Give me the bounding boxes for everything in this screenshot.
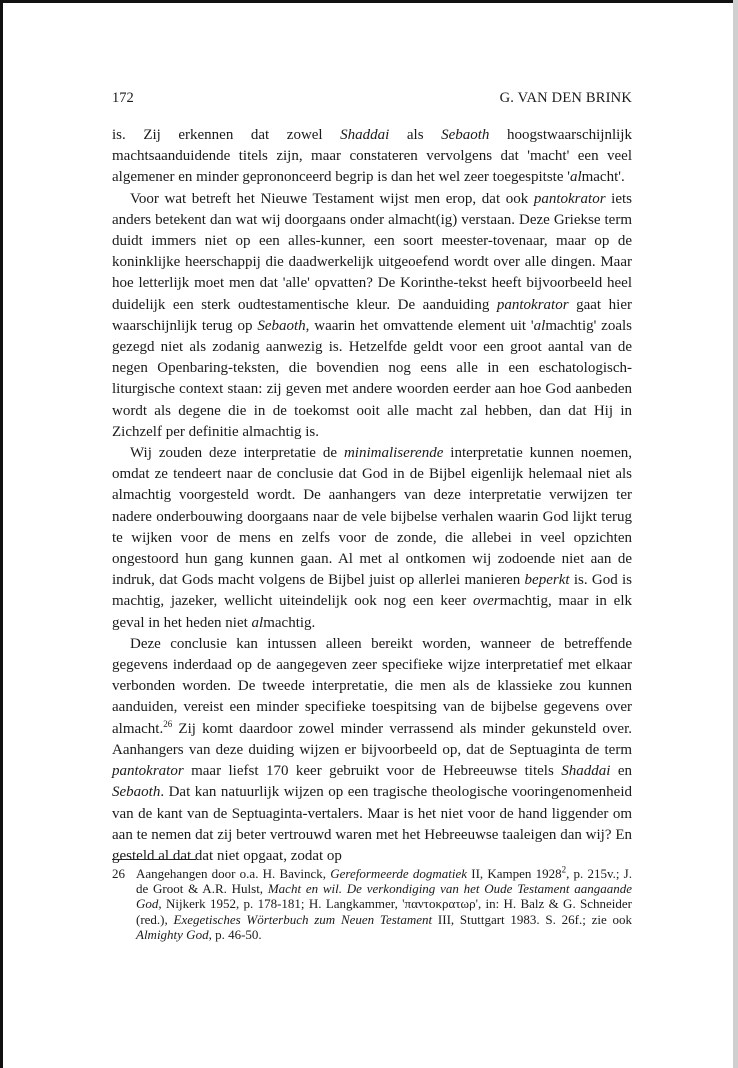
footnote-26 — [112, 866, 632, 942]
text-run: III, Stuttgart 1983. S. 26f.; zie ook — [432, 911, 632, 927]
text-run: als — [389, 127, 442, 143]
italic-run: Gereformeerde dogmatiek — [330, 866, 468, 881]
text-run: machtig' zoals gezegd niet als zodanig aanwezig is. Hetzelfde geldt voor een groot aantal van de negen Openbaring-teksten, die bovendien nog eens alle in een eschatologisch-liturgische context staan: zij geven met andere woorden eerder aan hoe God aanbeden wordt als degene die in de toekomst ooit alle macht zal hebben, dan dat Hij in Zichzelf per definitie almachtig is. — [112, 317, 633, 440]
footnote-number: 26 — [112, 866, 125, 881]
italic-run: al — [251, 614, 264, 631]
scan-border-right — [733, 0, 738, 1068]
text-run: Aangehangen door o.a. H. Bavinck, — [136, 866, 331, 881]
text-run: machtig. — [263, 614, 316, 631]
italic-run: Shaddai — [340, 127, 390, 143]
italic-run: Almighty God — [136, 926, 209, 942]
text-run: en — [610, 763, 632, 780]
text-run: gaat hier waarschijnlijk terug op — [112, 296, 632, 334]
italic-run: beperkt — [524, 572, 570, 589]
italic-run: pantokrator — [496, 296, 569, 313]
text-run: machtig, maar in elk geval in het heden niet — [112, 593, 632, 631]
text-run: Wij zouden deze interpretatie de — [130, 445, 344, 462]
text-run: hoogstwaarschijnlijk machtsaanduidende titels zijn, maar constateren vervolgens dat 'macht' een veel algemener en minder geprononceerd begrip is dan het wel zeer toegespitste ' — [112, 127, 632, 186]
scan-border-left — [0, 0, 3, 1068]
italic-run: over — [472, 593, 500, 610]
body-text — [112, 125, 632, 867]
italic-run: al — [569, 169, 582, 186]
text-run: , p. 215v.; J. de Groot & A.R. Hulst, — [136, 866, 632, 897]
text-run: . Dat kan natuurlijk wijzen op een tragische theologische vooringenomenheid van de kant van de Septuaginta-vertalers. Maar is het niet voor de hand liggender om aan te nemen dat zij beter vertrouwd waren met het Hebreeuwse taaleigen dan wij? En gesteld al dat dat niet opgaat, zodat op — [112, 784, 632, 864]
paragraph-3 — [112, 443, 632, 634]
text-run: , waarin het omvattende element uit ' — [305, 317, 534, 334]
paragraph-2 — [112, 189, 632, 443]
text-run: macht'. — [581, 169, 625, 186]
text-run: Zij komt daardoor zowel minder verrassend als minder gekunsteld over. Aanhangers van deze duiding wijzen er bijvoorbeeld op, dat de Septuaginta de term — [112, 720, 632, 758]
running-head: G. VAN DEN BRINK — [499, 90, 632, 106]
edition-superscript: 2 — [561, 864, 567, 875]
italic-run: Exegetisches Wörterbuch zum Neuen Testament — [173, 911, 433, 927]
text-run: maar liefst 170 keer gebruikt voor de Hebreeuwse titels — [183, 763, 562, 780]
scan-border-top — [0, 0, 738, 3]
text-run: , p. 46-50. — [208, 926, 262, 942]
footnote-divider — [112, 859, 196, 860]
paragraph-1 — [112, 125, 632, 189]
italic-run: Macht en wil. De verkondiging van het Oude Testament aangaande God — [136, 881, 632, 912]
footnote-text — [136, 866, 632, 942]
text-run: Deze conclusie kan intussen alleen bereikt worden, wanneer de betreffende gegevens inderdaad op de aangegeven zeer specifieke wijze interpretatief met elkaar verbonden worden. De tweede interpretatie, die men als de klassieke zou kunnen aanduiden, vereist een minder specifieke toespitsing van de bijbelse gegevens over almacht. — [112, 635, 632, 737]
italic-run: minimaliserende — [343, 445, 444, 462]
italic-run: Sebaoth — [257, 317, 306, 334]
footnote-reference[interactable]: 26 — [163, 718, 173, 729]
italic-run: al — [533, 317, 546, 334]
italic-run: Shaddai — [561, 763, 611, 780]
page-number: 172 — [112, 90, 134, 106]
italic-run: Sebaoth — [112, 784, 161, 801]
paragraph-4 — [112, 634, 632, 867]
italic-run: Sebaoth — [441, 127, 490, 143]
text-run: is. God is machtig, jazeker, wellicht uiteindelijk ook nog een keer — [112, 572, 633, 610]
text-run: II, Kampen 1928 — [467, 866, 562, 881]
italic-run: pantokrator — [112, 763, 184, 780]
text-run: is. Zij erkennen dat zowel — [112, 127, 341, 143]
italic-run: pantokrator — [533, 190, 606, 207]
text-run: interpretatie kunnen noemen, omdat ze tendeert naar de conclusie dat God in de Bijbel eigenlijk helemaal niet als almachtig voorgesteld wordt. De aanhangers van deze interpretatie verwijzen ter nadere onderbouwing doorgaans naar de vele bijbelse verhalen waarin God lijkt terug te wijken voor de mens en zelfs voor de zonde, die allebei in veel opzichten ongestoord hun gang kunnen gaan. Al met al ontkomen wij zodoende niet aan de indruk, dat Gods macht volgens de Bijbel juist op allerlei manieren — [112, 445, 633, 589]
text-run: , Nijkerk 1952, p. 178-181; H. Langkammer, 'παντοκρατωρ', in: H. Balz & G. Schneider (red.), — [136, 896, 632, 927]
text-run: iets anders betekent dan wat wij doorgaans onder almacht(ig) verstaan. Deze Griekse term duidt immers niet op een alles-kunner, een soort meester-tovenaar, maar op de koninklijke heerschappij die daadwerkelijk uitgeoefend wordt over alle dingen. Maar hoe letterlijk moet men dat 'alle' opvatten? De Korinthe-tekst heeft bijvoorbeeld heel duidelijk een sterk oudtestamentische kleur. De aanduiding — [112, 190, 632, 313]
text-run: Voor wat betreft het Nieuwe Testament wijst men erop, dat ook — [130, 190, 534, 207]
